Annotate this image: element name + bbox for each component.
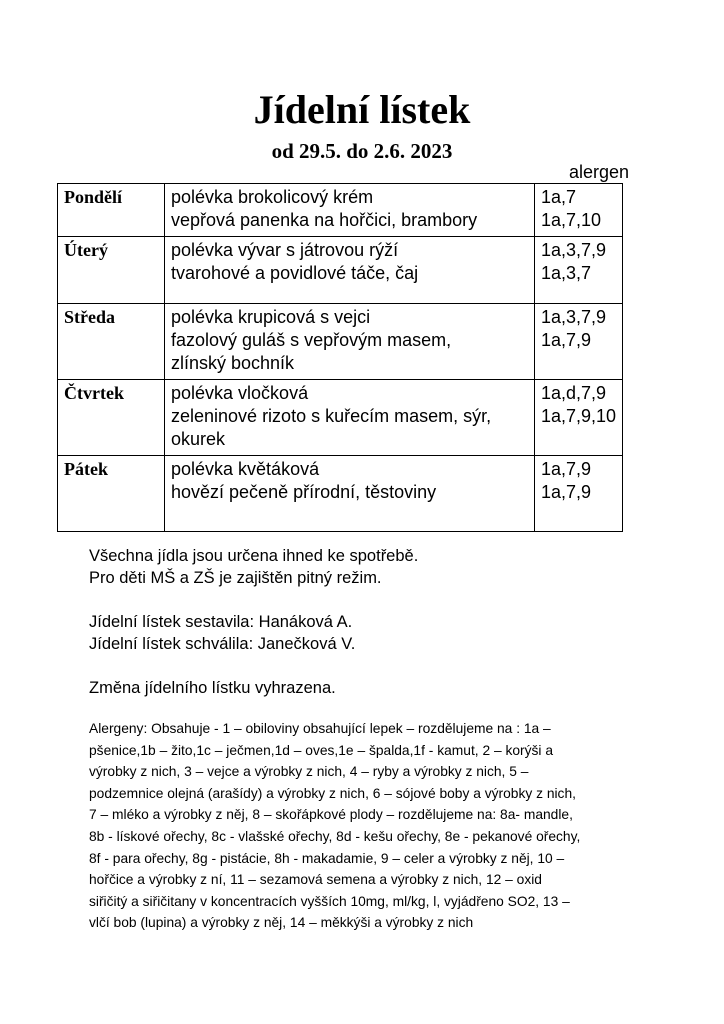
dish-item: polévka brokolicový krém (171, 187, 374, 207)
day-name: Pondělí (58, 184, 165, 237)
table-row (58, 184, 623, 237)
dish-item: fazolový guláš s vepřovým masem, (171, 330, 452, 350)
allergen-code: 1a,7 (541, 187, 577, 207)
allergen-code: 1a,3,7,9 (541, 240, 607, 260)
day-name: Pátek (58, 456, 165, 532)
dish-item: polévka vločková (171, 383, 309, 403)
allergen-cell (535, 184, 623, 237)
allergen-cell (535, 456, 623, 532)
notes-section (89, 545, 649, 699)
day-name: Středa (58, 304, 165, 380)
allergen-cell (535, 380, 623, 456)
table-row (58, 456, 623, 532)
dish-cell (165, 237, 535, 304)
allergen-legend-line: Alergeny: Obsahuje - 1 – obiloviny obsahující lepek – rozdělujeme na : 1a – (89, 721, 551, 736)
dish-cell (165, 304, 535, 380)
drinking-note: Pro děti MŠ a ZŠ je zajištěn pitný režim. (89, 569, 382, 587)
dish-item: zlínský bochník (171, 353, 295, 373)
dish-cell (165, 184, 535, 237)
allergen-legend-line: vlčí bob (lupina) a výrobky z něj, 14 – měkkýši a výrobky z nich (89, 915, 474, 931)
dish-item: tvarohové a povidlové táče, čaj (171, 263, 419, 283)
dish-item: polévka vývar s játrovou rýží (171, 240, 399, 260)
day-name: Čtvrtek (58, 380, 165, 456)
allergen-code: 1a,d,7,9 (541, 383, 607, 403)
date-range: od 29.5. do 2.6. 2023 (271, 139, 453, 163)
allergen-legend (89, 718, 649, 934)
allergen-legend-line: 7 – mléko a výrobky z něj, 8 – skořápkové plody – rozdělujeme na: 8a- mandle, (89, 807, 573, 823)
dish-item: zeleninové rizoto s kuřecím masem, sýr, (171, 406, 492, 426)
dish-cell (165, 380, 535, 456)
menu-table (57, 183, 623, 532)
allergen-code: 1a,7,10 (541, 210, 602, 230)
allergen-legend-line: podzemnice olejná (arašídy) a výrobky z nich, 6 – sójové boby a výrobky z nich, (89, 785, 576, 801)
dish-cell (165, 456, 535, 532)
allergen-legend-line: pšenice,1b – žito,1c – ječmen,1d – oves,1e – špalda,1f - kamut, 2 – korýši a (89, 742, 553, 758)
day-name: Úterý (58, 237, 165, 304)
allergen-code: 1a,7,9 (541, 459, 592, 479)
compiled-by: Jídelní lístek sestavila: Hanáková A. (89, 613, 353, 631)
table-row (58, 304, 623, 380)
dish-item: polévka krupicová s vejci (171, 307, 371, 327)
allergen-column-header: alergen (569, 162, 630, 182)
dish-item: hovězí pečeně přírodní, těstoviny (171, 482, 437, 502)
allergen-legend-line: hořčice a výrobky z ní, 11 – sezamová semena a výrobky z nich, 12 – oxid (89, 872, 542, 888)
allergen-code: 1a,7,9 (541, 482, 592, 502)
dish-item: okurek (171, 429, 226, 449)
allergen-cell (535, 304, 623, 380)
table-row (58, 380, 623, 456)
table-row (58, 237, 623, 304)
allergen-legend-line: výrobky z nich, 3 – vejce a výrobky z nich, 4 – ryby a výrobky z nich, 5 – (89, 764, 529, 780)
allergen-legend-line: 8b - lískové ořechy, 8c - vlašské ořechy, 8d - kešu ořechy, 8e - pekanové ořechy, (89, 828, 581, 844)
allergen-legend-line: 8f - para ořechy, 8g - pistácie, 8h - makadamie, 9 – celer a výrobky z něj, 10 – (89, 850, 565, 866)
approved-by: Jídelní lístek schválila: Janečková V. (89, 635, 356, 653)
allergen-code: 1a,3,7 (541, 263, 592, 283)
consumption-note: Všechna jídla jsou určena ihned ke spotřebě. (89, 547, 419, 565)
allergen-code: 1a,7,9 (541, 330, 592, 350)
allergen-code: 1a,3,7,9 (541, 307, 607, 327)
allergen-code: 1a,7,9,10 (541, 406, 617, 426)
page-title: Jídelní lístek (253, 87, 471, 132)
dish-item: polévka květáková (171, 459, 320, 479)
allergen-legend-line: siřičitý a siřičitany v koncentracích vyšších 10mg, ml/kg, l, vyjádřeno SO2, 13 – (89, 893, 570, 909)
allergen-cell (535, 237, 623, 304)
change-notice: Změna jídelního lístku vyhrazena. (89, 679, 336, 697)
dish-item: vepřová panenka na hořčici, brambory (171, 210, 478, 230)
